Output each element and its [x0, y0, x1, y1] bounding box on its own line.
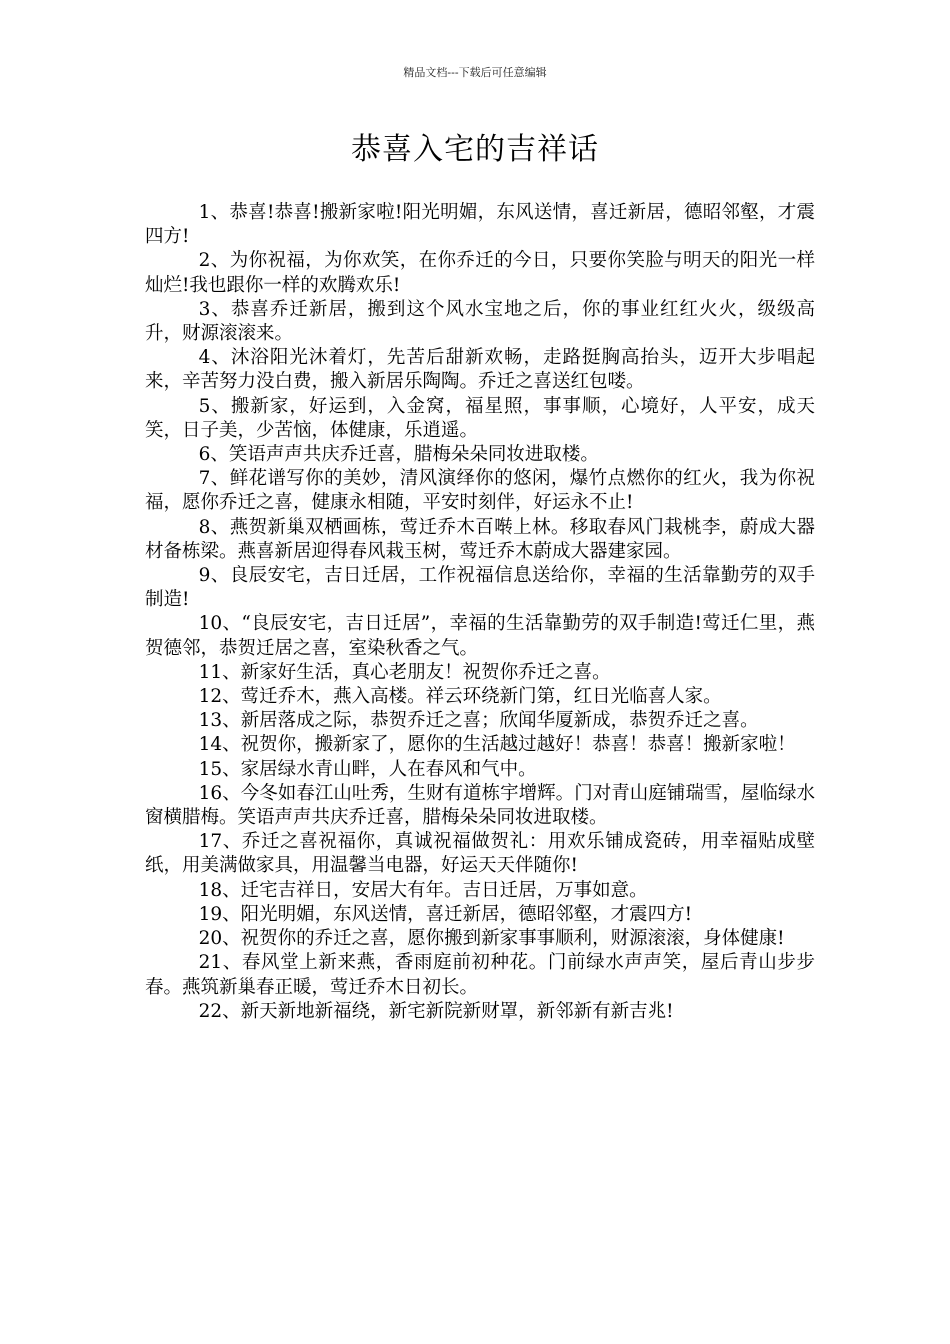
document-title: 恭喜入宅的吉祥话 [351, 132, 599, 167]
paragraph-5: 5、搬新家，好运到，入金窝，福星照，事事顺，心境好，人平安，成天笑，日子美，少苦恼，体健康，乐逍遥。 [145, 395, 815, 441]
paragraph-7: 7、鲜花谱写你的美妙，清风演绎你的悠闲，爆竹点燃你的红火，我为你祝福，愿你乔迁之喜，健康永相随，平安时刻伴，好运永不止! [145, 468, 815, 514]
paragraph-20: 20、祝贺你的乔迁之喜，愿你搬到新家事事顺利，财源滚滚，身体健康! [198, 928, 785, 950]
paragraph-10: 10、“良辰安宅，吉日迁居”，幸福的生活靠勤劳的双手制造!莺迁仁里，燕贺德邻，恭贺迁居之喜，室染秋香之气。 [145, 613, 815, 659]
paragraph-12: 12、莺迁乔木，燕入高楼。祥云环绕新门第，红日光临喜人家。 [198, 686, 722, 708]
paragraph-1: 1、恭喜!恭喜!搬新家啦!阳光明媚，东风送情，喜迁新居，德昭邻壑，才震四方! [145, 202, 815, 248]
paragraph-14: 14、祝贺你，搬新家了，愿你的生活越过越好！恭喜！恭喜！搬新家啦！ [198, 734, 796, 756]
paragraph-3: 3、恭喜乔迁新居，搬到这个风水宝地之后，你的事业红红火火，级级高升，财源滚滚来。 [145, 298, 815, 345]
paragraph-16: 16、今冬如春江山吐秀，生财有道栋宇增辉。门对青山庭铺瑞雪，屋临绿水窗横腊梅。笑语声声共庆乔迁喜，腊梅朵朵同妆进取楼。 [145, 782, 815, 829]
paragraph-4: 4、沐浴阳光沐着灯，先苦后甜新欢畅，走路挺胸高抬头，迈开大步唱起来，辛苦努力没白费，搬入新居乐陶陶。乔迁之喜送红包喽。 [145, 347, 815, 393]
paragraph-6: 6、笑语声声共庆乔迁喜，腊梅朵朵同妆进取楼。 [198, 444, 599, 466]
paragraph-8: 8、燕贺新巢双栖画栋，莺迁乔木百啭上林。移取春风门栽桃李，蔚成大器材备栋梁。燕喜新居迎得春风栽玉树，莺迁乔木蔚成大器建家园。 [145, 516, 815, 562]
document-body [145, 201, 815, 1024]
page-header: 精品文档---下载后可任意编辑 [403, 66, 547, 79]
paragraph-22: 22、新天新地新福绕，新宅新院新财罩，新邻新有新吉兆! [198, 1000, 674, 1022]
paragraph-2: 2、为你祝福，为你欢笑，在你乔迁的今日，只要你笑脸与明天的阳光一样灿烂!我也跟你一样的欢腾欢乐! [145, 250, 815, 296]
paragraph-19: 19、阳光明媚，东风送情，喜迁新居，德昭邻壑，才震四方! [198, 903, 693, 925]
paragraph-17: 17、乔迁之喜祝福你，真诚祝福做贺礼：用欢乐铺成瓷砖，用幸福贴成壁纸，用美满做家具，用温馨当电器，好运天天伴随你! [145, 831, 815, 877]
paragraph-18: 18、迁宅吉祥日，安居大有年。吉日迁居，万事如意。 [198, 879, 648, 901]
paragraph-11: 11、新家好生活，真心老朋友！祝贺你乔迁之喜。 [198, 661, 611, 683]
paragraph-15: 15、家居绿水青山畔，人在春风和气中。 [198, 758, 537, 780]
paragraph-21: 21、春风堂上新来燕，香雨庭前初种花。门前绿水声声笑，屋后青山步步春。燕筑新巢春正暖，莺迁乔木日初长。 [145, 952, 815, 998]
paragraph-9: 9、良辰安宅，吉日迁居，工作祝福信息送给你，幸福的生活靠勤劳的双手制造! [145, 565, 815, 611]
paragraph-13: 13、新居落成之际，恭贺乔迁之喜；欣闻华厦新成，恭贺乔迁之喜。 [198, 710, 759, 732]
